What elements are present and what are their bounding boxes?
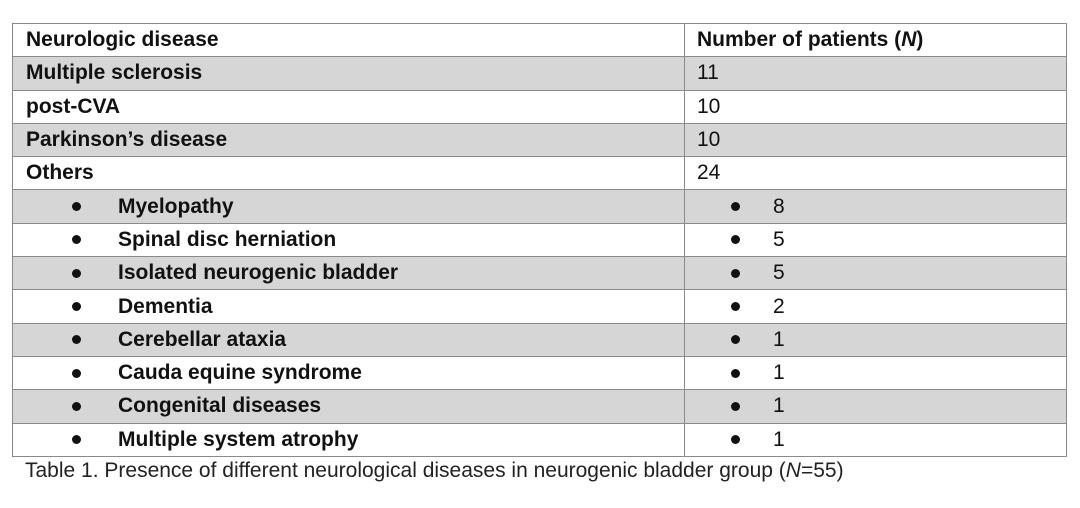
- bullet-icon: [72, 335, 81, 344]
- patients-cell: [685, 356, 1067, 389]
- disease-label: Spinal disc herniation: [118, 227, 337, 251]
- patients-value: 8: [773, 194, 785, 218]
- patients-table: [12, 23, 1067, 457]
- disease-cell: post-CVA: [13, 90, 685, 123]
- sub-value: [685, 394, 1066, 418]
- disease-label: Cerebellar ataxia: [118, 327, 287, 351]
- sub-disease: [13, 328, 684, 352]
- disease-cell: [13, 190, 685, 223]
- patients-cell: [685, 257, 1067, 290]
- patients-value: 5: [773, 227, 785, 251]
- patients-cell: 10: [685, 123, 1067, 156]
- bullet-icon: [72, 235, 81, 244]
- disease-label: Multiple system atrophy: [118, 427, 359, 451]
- patients-value: 1: [773, 427, 785, 451]
- disease-cell: Others: [13, 157, 685, 190]
- caption-suffix: =55): [800, 459, 844, 482]
- disease-label: Isolated neurogenic bladder: [118, 261, 399, 285]
- table-row: [13, 323, 1067, 356]
- disease-cell: Multiple sclerosis: [13, 57, 685, 90]
- disease-cell: Parkinson’s disease: [13, 123, 685, 156]
- patients-cell: 11: [685, 57, 1067, 90]
- disease-label: Cauda equine syndrome: [118, 361, 362, 385]
- header-patients-suffix: ): [916, 28, 924, 52]
- patients-cell: [685, 323, 1067, 356]
- bullet-icon: [731, 435, 740, 444]
- patients-cell: 10: [685, 90, 1067, 123]
- disease-cell: [13, 223, 685, 256]
- sub-disease: [13, 295, 684, 319]
- patients-value: 1: [773, 361, 785, 385]
- sub-value: [685, 428, 1066, 452]
- sub-value: [685, 261, 1066, 285]
- sub-value: [685, 195, 1066, 219]
- table-row: [13, 390, 1067, 423]
- bullet-icon: [72, 202, 81, 211]
- header-patients-prefix: Number of patients (: [697, 28, 902, 52]
- sub-disease: [13, 228, 684, 252]
- patients-value: 5: [773, 261, 785, 285]
- bullet-icon: [72, 402, 81, 411]
- bullet-icon: [72, 435, 81, 444]
- table-body: [13, 24, 1067, 457]
- table-row: [13, 190, 1067, 223]
- patients-value: 2: [773, 294, 785, 318]
- bullet-icon: [731, 269, 740, 278]
- disease-label: Myelopathy: [118, 194, 234, 218]
- caption-var: N: [785, 459, 801, 482]
- patients-cell: [685, 390, 1067, 423]
- bullet-icon: [72, 369, 81, 378]
- bullet-icon: [731, 335, 740, 344]
- table-row: [13, 223, 1067, 256]
- bullet-icon: [731, 235, 740, 244]
- patients-cell: [685, 290, 1067, 323]
- bullet-icon: [72, 269, 81, 278]
- patients-cell: [685, 190, 1067, 223]
- sub-disease: [13, 195, 684, 219]
- disease-cell: [13, 323, 685, 356]
- table-row: [13, 356, 1067, 389]
- sub-value: [685, 228, 1066, 252]
- table-row: [13, 257, 1067, 290]
- table-row: [13, 423, 1067, 456]
- table-row: [13, 90, 1067, 123]
- disease-label: Congenital diseases: [118, 394, 322, 418]
- table-header-row: [13, 24, 1067, 57]
- table-row: [13, 57, 1067, 90]
- bullet-icon: [72, 302, 81, 311]
- table-row: [13, 157, 1067, 190]
- caption-prefix: Table 1. Presence of different neurological diseases in neurogenic bladder group (: [25, 459, 786, 482]
- table-row: [13, 123, 1067, 156]
- patients-value: 1: [773, 327, 785, 351]
- bullet-icon: [731, 302, 740, 311]
- bullet-icon: [731, 202, 740, 211]
- patients-cell: 24: [685, 157, 1067, 190]
- disease-cell: [13, 356, 685, 389]
- sub-value: [685, 361, 1066, 385]
- patients-cell: [685, 223, 1067, 256]
- bullet-icon: [731, 402, 740, 411]
- header-patients: [685, 24, 1067, 57]
- patients-cell: [685, 423, 1067, 456]
- disease-label: Dementia: [118, 294, 213, 318]
- sub-value: [685, 328, 1066, 352]
- bullet-icon: [731, 369, 740, 378]
- table-caption: [25, 459, 844, 483]
- sub-disease: [13, 428, 684, 452]
- disease-cell: [13, 257, 685, 290]
- sub-disease: [13, 361, 684, 385]
- table-row: [13, 290, 1067, 323]
- header-disease: Neurologic disease: [13, 24, 685, 57]
- disease-cell: [13, 290, 685, 323]
- header-patients-var: N: [901, 28, 917, 52]
- sub-value: [685, 295, 1066, 319]
- sub-disease: [13, 261, 684, 285]
- patients-value: 1: [773, 394, 785, 418]
- disease-cell: [13, 390, 685, 423]
- disease-cell: [13, 423, 685, 456]
- sub-disease: [13, 394, 684, 418]
